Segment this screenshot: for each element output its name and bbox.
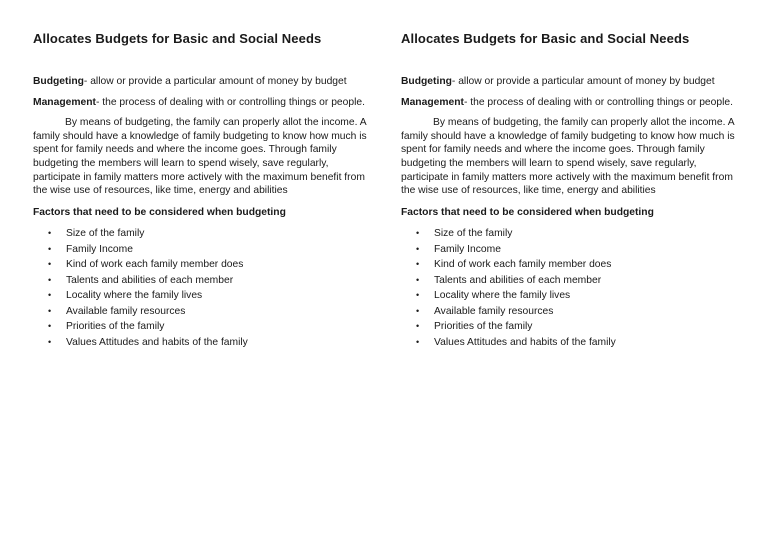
management-def: - the process of dealing with or controlling things or people. xyxy=(95,96,365,108)
management-term: Management xyxy=(401,96,464,108)
list-item: • Family Income xyxy=(33,242,369,258)
list-item: • Locality where the family lives xyxy=(33,288,369,304)
budgeting-paragraph: By means of budgeting, the family can properly allot the income. A family should have a knowledge of family budgeting to know how much is spent for family needs and where the income goes. Through family budgeting the members will learn to spend wisely, save regularly, participate in family matters more actively with the maximum benefit from the wise use of resources, like time, energy and abilities xyxy=(33,117,367,197)
bullet-icon: • xyxy=(416,228,420,239)
list-item: • Kind of work each family member does xyxy=(401,257,737,273)
management-definition xyxy=(33,96,369,110)
bullet-icon: • xyxy=(416,321,420,332)
budgeting-term: Budgeting xyxy=(401,76,452,87)
body-text xyxy=(33,75,369,350)
budgeting-paragraph: By means of budgeting, the family can properly allot the income. A family should have a knowledge of family budgeting to know how much is spent for family needs and where the income goes. Through family budgeting the members will learn to spend wisely, save regularly, participate in family matters more actively with the maximum benefit from the wise use of resources, like time, energy and abilities xyxy=(401,117,735,197)
management-def: - the process of dealing with or controlling things or people. xyxy=(463,96,733,108)
body-text xyxy=(401,75,737,350)
bullet-icon: • xyxy=(48,259,52,270)
list-item: • Size of the family xyxy=(33,226,369,242)
budgeting-def: - allow or provide a particular amount of money by budget xyxy=(83,76,347,87)
factors-list xyxy=(33,226,369,350)
list-item: • Kind of work each family member does xyxy=(33,257,369,273)
bullet-icon: • xyxy=(48,305,52,316)
management-term: Management xyxy=(33,96,96,108)
management-definition xyxy=(401,96,737,110)
budgeting-def: - allow or provide a particular amount of money by budget xyxy=(451,76,715,87)
bullet-icon: • xyxy=(48,243,52,254)
list-item: • Size of the family xyxy=(401,226,737,242)
bullet-icon: • xyxy=(416,305,420,316)
budgeting-term: Budgeting xyxy=(33,76,84,87)
page-title: Allocates Budgets for Basic and Social Needs xyxy=(33,31,322,46)
list-item: • Talents and abilities of each member xyxy=(401,273,737,289)
list-item: • Priorities of the family xyxy=(401,319,737,335)
bullet-icon: • xyxy=(416,336,420,347)
list-item: • Locality where the family lives xyxy=(401,288,737,304)
bullet-icon: • xyxy=(416,290,420,301)
factors-heading: Factors that need to be considered when budgeting xyxy=(33,206,286,218)
bullet-icon: • xyxy=(48,336,52,347)
list-item: • Priorities of the family xyxy=(33,319,369,335)
bullet-icon: • xyxy=(48,228,52,239)
bullet-icon: • xyxy=(48,274,52,285)
bullet-icon: • xyxy=(48,290,52,301)
bullet-icon: • xyxy=(416,243,420,254)
page-title: Allocates Budgets for Basic and Social Needs xyxy=(401,31,690,46)
list-item: • Available family resources xyxy=(401,304,737,320)
budgeting-definition xyxy=(33,75,369,89)
list-item: • Talents and abilities of each member xyxy=(33,273,369,289)
budgeting-definition xyxy=(401,75,737,89)
bullet-icon: • xyxy=(416,259,420,270)
list-item: • Values Attitudes and habits of the family xyxy=(401,335,737,351)
bullet-icon: • xyxy=(48,321,52,332)
list-item: • Available family resources xyxy=(33,304,369,320)
list-item: • Family Income xyxy=(401,242,737,258)
factors-heading: Factors that need to be considered when budgeting xyxy=(401,206,654,218)
bullet-icon: • xyxy=(416,274,420,285)
factors-list xyxy=(401,226,737,350)
list-item: • Values Attitudes and habits of the family xyxy=(33,335,369,351)
